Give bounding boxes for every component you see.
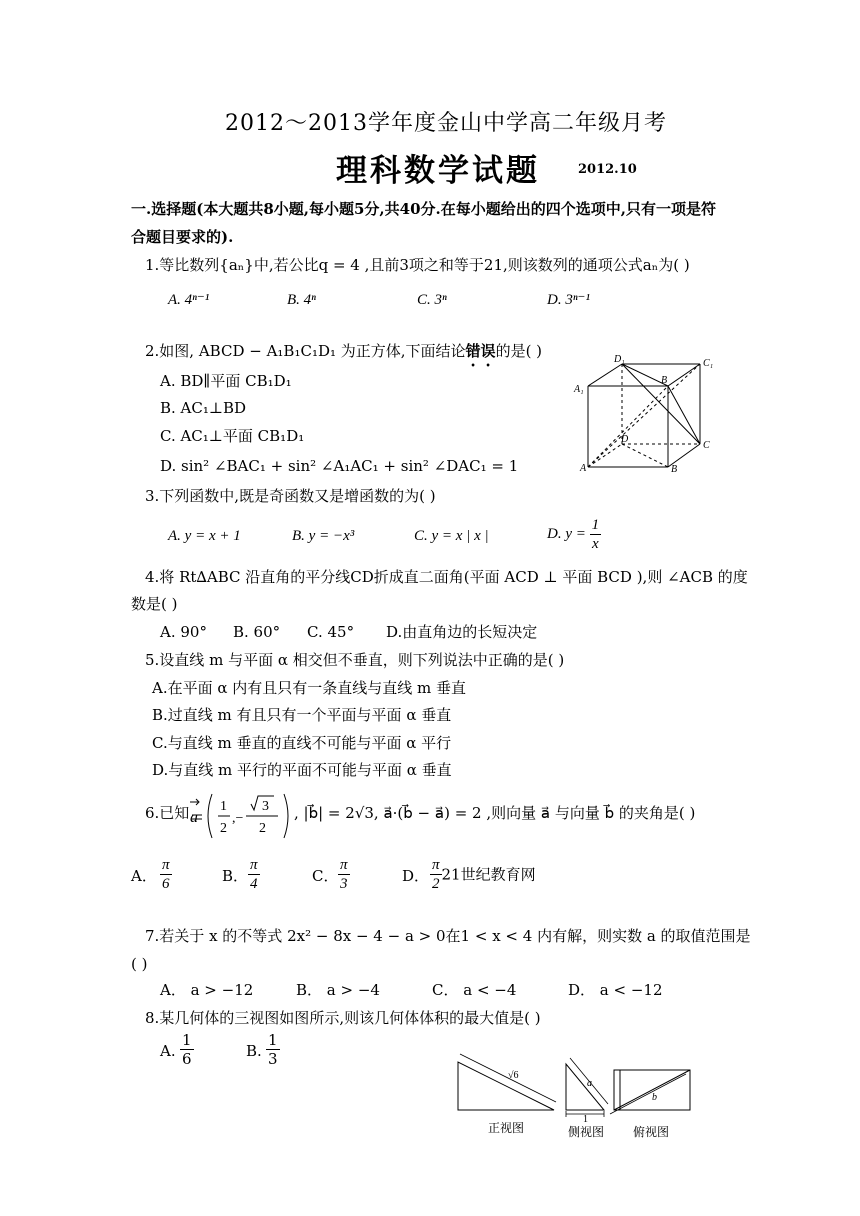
question-7-line2: ( ) <box>131 955 148 973</box>
question-6-option-c-label: C． <box>312 867 339 885</box>
exam-subject-title: 理科数学试题 <box>336 153 540 189</box>
side-view-caption: 侧视图 <box>568 1125 605 1139</box>
fraction-denominator: 3 <box>268 1050 278 1068</box>
side-view-label-1: 1 <box>583 1114 588 1125</box>
question-3-option-d <box>547 516 601 553</box>
fraction-numerator: π <box>340 857 348 873</box>
question-7-option-b: B． a > −4 <box>296 981 380 999</box>
question-3-option-d-fraction <box>590 516 602 553</box>
question-6-option-b <box>248 856 260 893</box>
question-5-option-d: D.与直线 m 平行的平面不可能与平面 α 垂直 <box>152 761 452 779</box>
question-2-option-b: B. AC₁⊥BD <box>160 399 247 417</box>
section-heading-line2: 合题目要求的). <box>131 228 234 246</box>
question-1-stem: 1.等比数列{aₙ}中,若公比q = 4 ,且前3项之和等于21,则该数列的通项公式aₙ为( ) <box>145 256 690 274</box>
fraction-denominator: 4 <box>250 876 258 892</box>
question-1-option-d: D. 3ⁿ⁻¹ <box>547 292 590 308</box>
top-view-caption: 俯视图 <box>633 1125 670 1139</box>
fraction-numerator: 1 <box>268 1031 278 1049</box>
question-2-stem-pre: 2.如图, ABCD − A₁B₁C₁D₁ 为正方体,下面结论 <box>145 342 466 360</box>
question-4-line1: 4.将 Rt∆ABC 沿直角的平分线CD折成直二面角(平面 ACD ⊥ 平面 BCD ),则 ∠ACB 的度 <box>145 568 748 586</box>
question-3-option-d-pre: D. y = <box>547 525 586 542</box>
svg-text:,−: ,− <box>232 811 244 826</box>
cube-label-b: B <box>671 464 678 475</box>
question-6-option-d-tail: 21世纪教育网 <box>441 865 536 884</box>
question-3-option-a: A. y = x + 1 <box>168 528 241 544</box>
question-5-option-b: B.过直线 m 有且只有一个平面与平面 α 垂直 <box>152 706 452 724</box>
fraction-numerator: 1 <box>182 1031 192 1049</box>
svg-text:2: 2 <box>259 821 266 836</box>
cube-label-b1: B <box>661 375 668 386</box>
exam-header-title: 2012～2013学年度金山中学高二年级月考 <box>225 111 667 136</box>
question-2-option-a: A. BD∥平面 CB₁D₁ <box>160 372 292 390</box>
fraction-numerator: π <box>162 857 170 873</box>
cube-label-d: D <box>621 434 629 445</box>
question-2-option-c: C. AC₁⊥平面 CB₁D₁ <box>160 427 305 445</box>
question-8-option-b <box>266 1031 280 1068</box>
question-2-stem-post: 的是( ) <box>495 342 543 360</box>
svg-text:2: 2 <box>220 821 227 836</box>
svg-text:1: 1 <box>220 799 227 814</box>
question-1-option-b: B. 4ⁿ <box>287 292 316 308</box>
question-1-option-c: C. 3ⁿ <box>417 292 447 308</box>
question-6-option-a-label: A． <box>131 867 157 885</box>
question-4-option-a: A. 90° <box>160 623 207 641</box>
question-4-option-d: D.由直角边的长短决定 <box>386 623 538 641</box>
question-7-line1: 7.若关于 x 的不等式 2x² − 8x − 4 − a > 0在1 < x < 4 内有解，则实数 a 的取值范围是 <box>145 927 751 945</box>
fraction-numerator: π <box>250 857 258 873</box>
question-8-option-a <box>180 1031 194 1068</box>
question-4-line2: 数是( ) <box>131 595 178 613</box>
question-8-option-b-label: B. <box>246 1042 262 1060</box>
question-7-option-c: C． a < −4 <box>432 981 517 999</box>
question-5-option-c: C.与直线 m 垂直的直线不可能与平面 α 平行 <box>152 734 452 752</box>
question-2-stem-emphasis: 错误 <box>465 342 496 360</box>
question-3-option-b: B. y = −x³ <box>292 528 355 544</box>
question-5-option-a: A.在平面 α 内有且只有一条直线与直线 m 垂直 <box>152 679 467 697</box>
question-2-option-d: D. sin² ∠BAC₁ + sin² ∠A₁AC₁ + sin² ∠DAC₁ = 1 <box>160 457 519 475</box>
question-7-option-a: A． a > −12 <box>160 981 254 999</box>
question-6-option-b-label: B． <box>222 867 249 885</box>
side-view-label-a: a <box>587 1078 592 1089</box>
question-6-option-d-label: D． <box>402 867 430 885</box>
question-8-option-a-label: A. <box>160 1042 176 1060</box>
cube-figure <box>570 350 720 480</box>
question-5-stem: 5.设直线 m 与平面 α 相交但不垂直，则下列说法中正确的是( ) <box>145 651 565 669</box>
fraction-denominator: 2 <box>432 876 440 892</box>
question-6-option-a <box>160 856 172 893</box>
cube-label-c1: C₁ <box>703 358 714 369</box>
question-8-stem: 8.某几何体的三视图如图所示,则该几何体体积的最大值是( ) <box>145 1009 541 1027</box>
svg-text:a: a <box>190 809 198 826</box>
question-6-option-d <box>430 856 536 893</box>
question-6-option-c <box>338 856 350 893</box>
fraction-numerator: 1 <box>591 517 600 533</box>
cube-label-d1: D₁ <box>614 354 625 365</box>
front-view-label-sqrt6: √6 <box>508 1070 519 1081</box>
fraction-numerator: π <box>432 857 440 873</box>
fraction-denominator: 6 <box>182 1050 192 1068</box>
cube-label-a: A <box>580 463 587 474</box>
top-view-label-b: b <box>652 1092 657 1103</box>
question-2-stem <box>145 341 542 370</box>
question-4-option-c: C. 45° <box>307 623 355 641</box>
question-1-option-a: A. 4ⁿ⁻¹ <box>168 292 210 308</box>
question-3-stem: 3.下列函数中,既是奇函数又是增函数的为( ) <box>145 487 436 505</box>
svg-text:3: 3 <box>262 799 269 814</box>
question-6-stem-rest: , |b⃗| = 2√3, a⃗·(b⃗ − a⃗) = 2 ,则向量 a⃗ 与向量 b⃗ 的夹角是( ) <box>294 804 696 822</box>
question-6-stem-pre: 6.已知 <box>145 804 190 822</box>
exam-date: 2012.10 <box>578 162 637 177</box>
question-6-vector-a-formula <box>188 788 292 842</box>
front-view-caption: 正视图 <box>488 1121 525 1135</box>
fraction-denominator: x <box>592 536 599 552</box>
question-7-option-d: D． a < −12 <box>568 981 663 999</box>
cube-label-c: C <box>703 440 710 451</box>
cube-label-a1: A₁ <box>574 384 584 395</box>
question-3-option-c: C. y = x | x | <box>414 528 489 544</box>
fraction-denominator: 6 <box>162 876 170 892</box>
fraction-denominator: 3 <box>340 876 348 892</box>
section-heading-line1: 一.选择题(本大题共8小题,每小题5分,共40分.在每小题给出的四个选项中,只有一项是符 <box>131 200 716 218</box>
three-view-figure <box>450 1050 710 1150</box>
question-4-option-b: B. 60° <box>233 623 281 641</box>
